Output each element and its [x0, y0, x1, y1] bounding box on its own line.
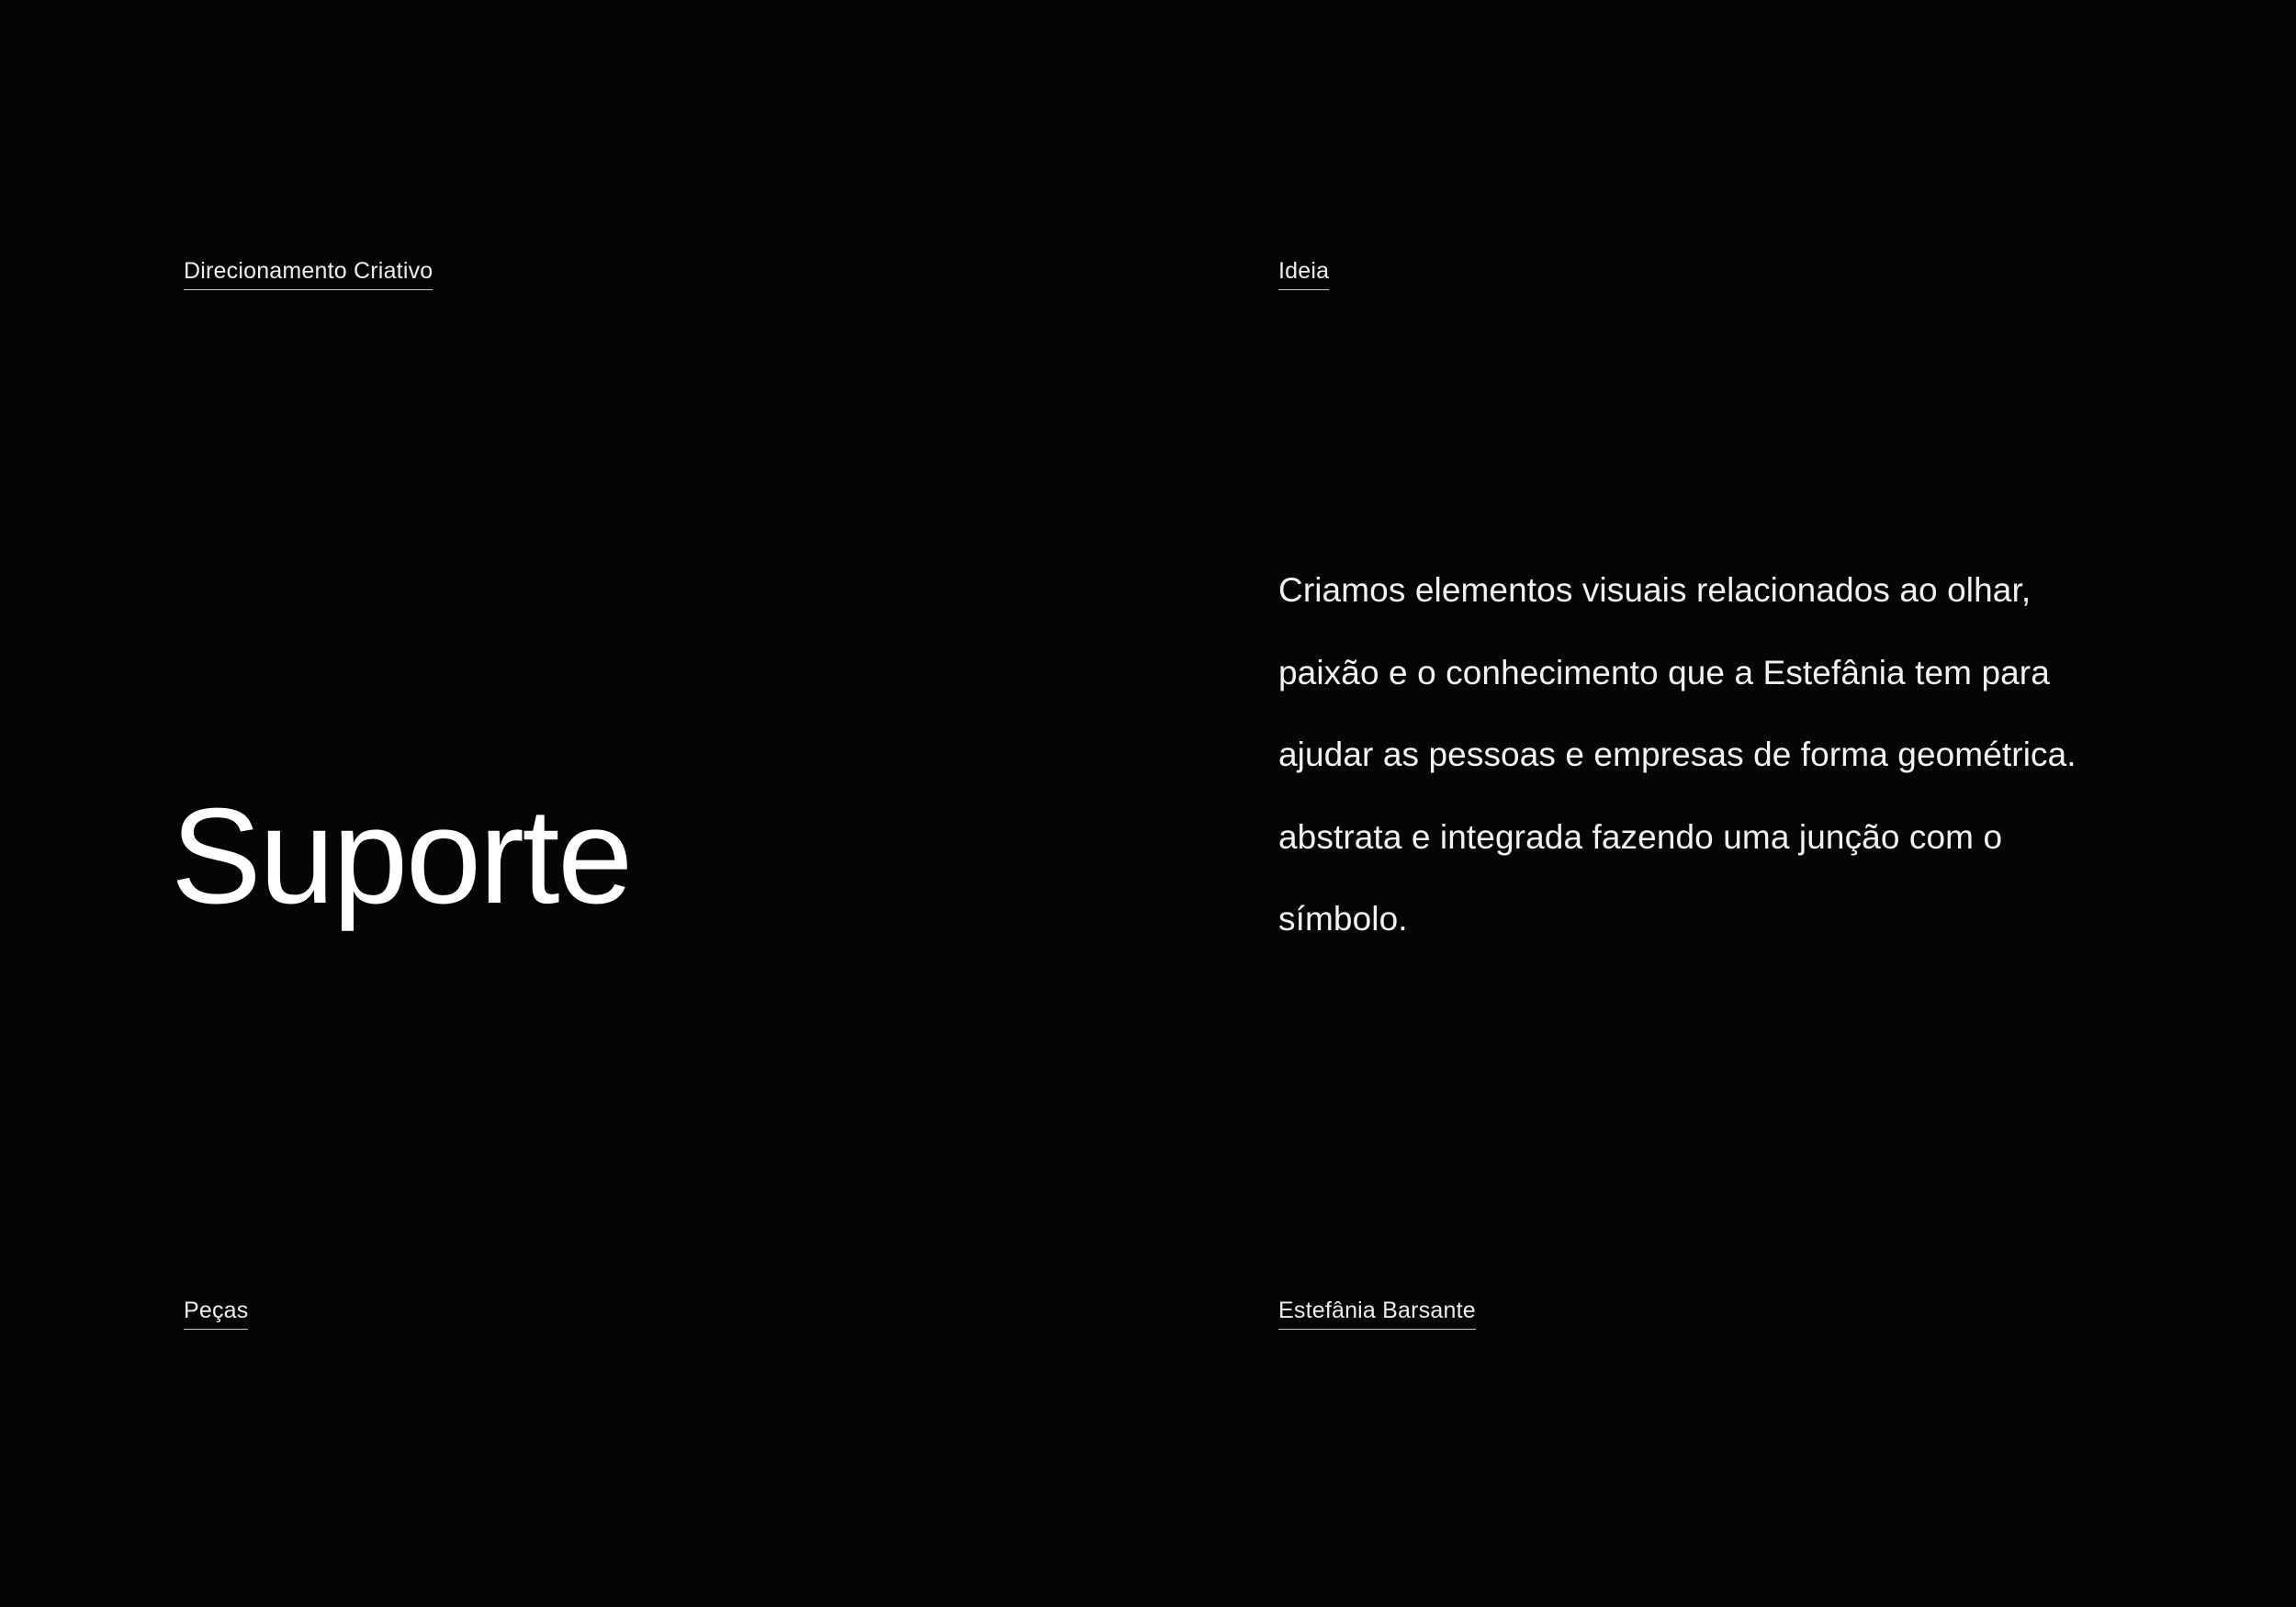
label-pecas[interactable]: Peças: [184, 1298, 248, 1330]
label-direcionamento-criativo[interactable]: Direcionamento Criativo: [184, 259, 433, 290]
label-ideia[interactable]: Ideia: [1278, 259, 1329, 290]
page-title: Suporte: [171, 781, 631, 933]
label-estefania-barsante[interactable]: Estefânia Barsante: [1278, 1298, 1476, 1330]
idea-paragraph: Criamos elementos visuais relacionados ao olhar, paixão e o conhecimento que a Estefânia tem para ajudar as pessoas e empresas de forma geométrica. abstrata e integrada fazendo uma junção com o símbolo.: [1278, 571, 2077, 938]
idea-text-column: [1278, 549, 2087, 961]
